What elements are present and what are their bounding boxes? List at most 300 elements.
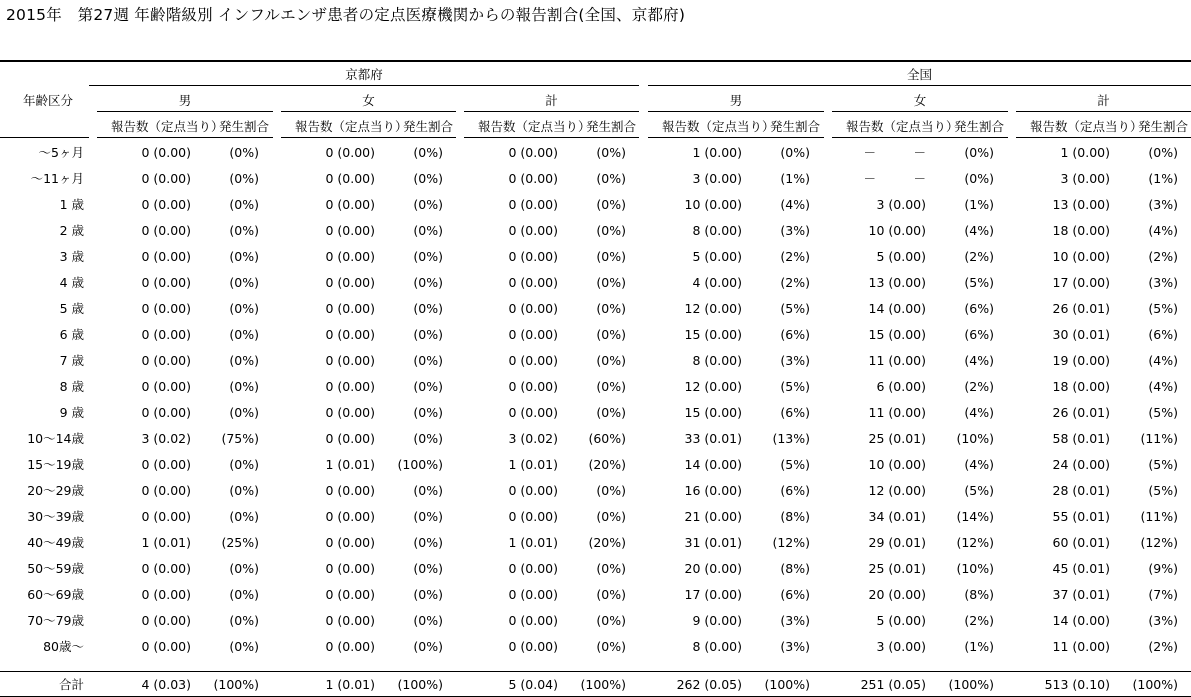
table-row-1-rate-5: (1%) (1148, 171, 1178, 186)
table-row-19-rate-1: (0%) (413, 639, 443, 654)
table-row-13-rate-5: (5%) (1148, 483, 1178, 498)
table-row-17-rate-3: (6%) (780, 587, 810, 602)
total-row-rate-5: (100%) (1132, 677, 1178, 692)
table-row-9-count-2: 0 (0.00) (508, 379, 558, 394)
table-row-3-age: 2 歳 (59, 223, 84, 238)
table-row-10-age: 9 歳 (59, 405, 84, 420)
table-row-0-rate-0: (0%) (229, 145, 259, 160)
table-row-13-rate-2: (0%) (596, 483, 626, 498)
table-row-13-count-5: 28 (0.01) (1052, 483, 1110, 498)
total-row-rate-2: (100%) (580, 677, 626, 692)
table-row-10-rate-0: (0%) (229, 405, 259, 420)
table-row-5-rate-2: (0%) (596, 275, 626, 290)
table-row-4-count-0: 0 (0.00) (141, 249, 191, 264)
subheader-rate-2: 発生割合 (585, 119, 636, 134)
table-row-7-rate-1: (0%) (413, 327, 443, 342)
table-row-17-rate-1: (0%) (413, 587, 443, 602)
table-row-6-rate-5: (5%) (1148, 301, 1178, 316)
table-row-16-count-3: 20 (0.00) (684, 561, 742, 576)
table-row-2-rate-4: (1%) (964, 197, 994, 212)
table-row-12-rate-5: (5%) (1148, 457, 1178, 472)
table-row-1-count-0: 0 (0.00) (141, 171, 191, 186)
table-row-13-rate-1: (0%) (413, 483, 443, 498)
table-row-19-rate-0: (0%) (229, 639, 259, 654)
table-row-3-count-5: 18 (0.00) (1052, 223, 1110, 238)
table-row-17-count-5: 37 (0.01) (1052, 587, 1110, 602)
table-row-12-age: 15～19歳 (27, 457, 84, 472)
table-row-11-rate-4: (10%) (956, 431, 994, 446)
table-row-9-count-3: 12 (0.00) (684, 379, 742, 394)
table-row-7-count-0: 0 (0.00) (141, 327, 191, 342)
table-row-4-rate-5: (2%) (1148, 249, 1178, 264)
table-row-16-count-2: 0 (0.00) (508, 561, 558, 576)
table-row-3-rate-0: (0%) (229, 223, 259, 238)
table-row-8-rate-0: (0%) (229, 353, 259, 368)
table-row-17-count-2: 0 (0.00) (508, 587, 558, 602)
table-row-16-rate-3: (8%) (780, 561, 810, 576)
table-row-10-count-2: 0 (0.00) (508, 405, 558, 420)
table-row-15-rate-0: (25%) (221, 535, 259, 550)
table-row-3-count-1: 0 (0.00) (325, 223, 375, 238)
table-row-6-age: 5 歳 (59, 301, 84, 316)
table-row-14-rate-4: (14%) (956, 509, 994, 524)
table-row-11-rate-0: (75%) (221, 431, 259, 446)
table-row-10-count-3: 15 (0.00) (684, 405, 742, 420)
region-rule-national (648, 85, 1191, 86)
table-row-7-count-2: 0 (0.00) (508, 327, 558, 342)
table-row-9-count-5: 18 (0.00) (1052, 379, 1110, 394)
table-row-14-rate-1: (0%) (413, 509, 443, 524)
table-row-4-rate-1: (0%) (413, 249, 443, 264)
table-row-18-rate-2: (0%) (596, 613, 626, 628)
table-row-18-rate-0: (0%) (229, 613, 259, 628)
subheader-rate-5: 発生割合 (1137, 119, 1188, 134)
table-row-5-rate-1: (0%) (413, 275, 443, 290)
sex-rule-4 (832, 111, 1008, 112)
header-bottom-rule-4 (832, 137, 1008, 138)
table-row-9-count-1: 0 (0.00) (325, 379, 375, 394)
table-row-3-rate-4: (4%) (964, 223, 994, 238)
table-row-15-count-4: 29 (0.01) (868, 535, 926, 550)
table-row-0-count-3: 1 (0.00) (692, 145, 742, 160)
table-row-4-age: 3 歳 (59, 249, 84, 264)
table-row-16-count-1: 0 (0.00) (325, 561, 375, 576)
table-row-7-count-3: 15 (0.00) (684, 327, 742, 342)
table-row-0-count-5: 1 (0.00) (1060, 145, 1110, 160)
subheader-rate-3: 発生割合 (769, 119, 820, 134)
region-header-national: 全国 (906, 67, 932, 82)
table-row-8-age: 7 歳 (59, 353, 84, 368)
table-row-6-rate-0: (0%) (229, 301, 259, 316)
table-row-18-count-4: 5 (0.00) (876, 613, 926, 628)
table-row-0-count-0: 0 (0.00) (141, 145, 191, 160)
table-row-15-count-0: 1 (0.01) (141, 535, 191, 550)
sex-header-4: 女 (913, 93, 927, 108)
table-row-0-rate-5: (0%) (1148, 145, 1178, 160)
table-row-0-count-4: － － (863, 145, 926, 160)
table-row-3-rate-3: (3%) (780, 223, 810, 238)
table-row-5-count-3: 4 (0.00) (692, 275, 742, 290)
table-row-7-count-1: 0 (0.00) (325, 327, 375, 342)
table-row-1-count-5: 3 (0.00) (1060, 171, 1110, 186)
table-row-1-rate-2: (0%) (596, 171, 626, 186)
table-row-11-count-4: 25 (0.01) (868, 431, 926, 446)
table-row-7-rate-4: (6%) (964, 327, 994, 342)
header-bottom-rule-5 (1016, 137, 1191, 138)
table-row-3-count-2: 0 (0.00) (508, 223, 558, 238)
table-row-5-rate-0: (0%) (229, 275, 259, 290)
table-row-16-rate-5: (9%) (1148, 561, 1178, 576)
table-row-1-rate-4: (0%) (964, 171, 994, 186)
total-row-age: 合計 (58, 677, 84, 692)
total-row-rate-0: (100%) (213, 677, 259, 692)
table-row-5-count-4: 13 (0.00) (868, 275, 926, 290)
table-row-10-rate-4: (4%) (964, 405, 994, 420)
sex-rule-2 (464, 111, 639, 112)
sex-header-2: 計 (545, 93, 558, 108)
table-row-12-count-4: 10 (0.00) (868, 457, 926, 472)
table-row-18-rate-5: (3%) (1148, 613, 1178, 628)
table-row-15-count-1: 0 (0.00) (325, 535, 375, 550)
table-row-15-rate-2: (20%) (588, 535, 626, 550)
table-row-1-count-3: 3 (0.00) (692, 171, 742, 186)
table-row-15-rate-3: (12%) (772, 535, 810, 550)
table-row-11-count-1: 0 (0.00) (325, 431, 375, 446)
table-row-6-rate-3: (5%) (780, 301, 810, 316)
table-row-12-rate-0: (0%) (229, 457, 259, 472)
table-row-4-count-3: 5 (0.00) (692, 249, 742, 264)
table-row-0-rate-1: (0%) (413, 145, 443, 160)
table-row-1-count-4: － － (863, 171, 926, 186)
table-row-16-rate-2: (0%) (596, 561, 626, 576)
table-row-19-count-0: 0 (0.00) (141, 639, 191, 654)
table-row-11-rate-5: (11%) (1140, 431, 1178, 446)
table-row-7-rate-3: (6%) (780, 327, 810, 342)
table-row-11-count-5: 58 (0.01) (1052, 431, 1110, 446)
table-row-1-rate-0: (0%) (229, 171, 259, 186)
table-row-11-count-0: 3 (0.02) (141, 431, 191, 446)
sex-rule-5 (1016, 111, 1191, 112)
region-rule-kyoto (89, 85, 639, 86)
table-row-19-count-5: 11 (0.00) (1052, 639, 1110, 654)
table-row-18-count-3: 9 (0.00) (692, 613, 742, 628)
subheader-rate-0: 発生割合 (218, 119, 269, 134)
table-row-0-rate-4: (0%) (964, 145, 994, 160)
table-row-3-count-0: 0 (0.00) (141, 223, 191, 238)
table-row-6-count-4: 14 (0.00) (868, 301, 926, 316)
table-row-19-rate-5: (2%) (1148, 639, 1178, 654)
header-bottom-rule-3 (648, 137, 824, 138)
table-row-13-count-2: 0 (0.00) (508, 483, 558, 498)
sex-header-0: 男 (178, 93, 192, 108)
table-row-8-count-4: 11 (0.00) (868, 353, 926, 368)
subheader-count-4: 報告数（定点当り） (846, 119, 959, 134)
table-row-7-count-5: 30 (0.01) (1052, 327, 1110, 342)
subheader-count-0: 報告数（定点当り） (111, 119, 224, 134)
top-rule (0, 60, 1191, 62)
total-row-count-4: 251 (0.05) (860, 677, 926, 692)
table-row-16-rate-0: (0%) (229, 561, 259, 576)
table-row-13-age: 20～29歳 (27, 483, 84, 498)
table-row-19-rate-2: (0%) (596, 639, 626, 654)
table-row-19-count-3: 8 (0.00) (692, 639, 742, 654)
table-row-14-rate-2: (0%) (596, 509, 626, 524)
table-row-6-rate-2: (0%) (596, 301, 626, 316)
table-row-9-count-4: 6 (0.00) (876, 379, 926, 394)
total-row-rate-1: (100%) (397, 677, 443, 692)
sex-rule-1 (281, 111, 456, 112)
table-row-10-rate-1: (0%) (413, 405, 443, 420)
table-row-1-count-2: 0 (0.00) (508, 171, 558, 186)
table-row-7-rate-0: (0%) (229, 327, 259, 342)
table-row-8-count-3: 8 (0.00) (692, 353, 742, 368)
table-row-19-count-2: 0 (0.00) (508, 639, 558, 654)
table-row-11-age: 10～14歳 (27, 431, 84, 446)
table-row-19-rate-4: (1%) (964, 639, 994, 654)
table-row-16-count-0: 0 (0.00) (141, 561, 191, 576)
table-row-11-count-2: 3 (0.02) (508, 431, 558, 446)
table-row-3-rate-5: (4%) (1148, 223, 1178, 238)
table-row-2-rate-3: (4%) (780, 197, 810, 212)
table-row-8-count-2: 0 (0.00) (508, 353, 558, 368)
table-row-15-count-3: 31 (0.01) (684, 535, 742, 550)
table-row-14-count-5: 55 (0.01) (1052, 509, 1110, 524)
table-row-14-count-0: 0 (0.00) (141, 509, 191, 524)
table-row-3-count-4: 10 (0.00) (868, 223, 926, 238)
table-row-2-rate-1: (0%) (413, 197, 443, 212)
subheader-count-2: 報告数（定点当り） (478, 119, 591, 134)
table-row-5-count-5: 17 (0.00) (1052, 275, 1110, 290)
table-row-7-rate-5: (6%) (1148, 327, 1178, 342)
table-row-2-count-5: 13 (0.00) (1052, 197, 1110, 212)
table-row-19-age: 80歳～ (43, 639, 84, 654)
table-row-16-age: 50～59歳 (27, 561, 84, 576)
table-row-13-count-0: 0 (0.00) (141, 483, 191, 498)
table-row-8-rate-3: (3%) (780, 353, 810, 368)
table-row-1-rate-1: (0%) (413, 171, 443, 186)
table-row-8-count-1: 0 (0.00) (325, 353, 375, 368)
table-row-2-count-1: 0 (0.00) (325, 197, 375, 212)
table-row-1-age: ～11ヶ月 (30, 171, 84, 186)
table-row-2-age: 1 歳 (59, 197, 84, 212)
subheader-count-1: 報告数（定点当り） (295, 119, 408, 134)
table-row-12-count-0: 0 (0.00) (141, 457, 191, 472)
table-row-19-count-4: 3 (0.00) (876, 639, 926, 654)
sex-rule-0 (97, 111, 273, 112)
table-row-5-rate-3: (2%) (780, 275, 810, 290)
table-row-10-count-5: 26 (0.01) (1052, 405, 1110, 420)
table-row-12-count-5: 24 (0.00) (1052, 457, 1110, 472)
table-row-12-count-2: 1 (0.01) (508, 457, 558, 472)
table-row-18-count-5: 14 (0.00) (1052, 613, 1110, 628)
table-row-10-count-1: 0 (0.00) (325, 405, 375, 420)
table-row-12-count-3: 14 (0.00) (684, 457, 742, 472)
table-row-4-rate-2: (0%) (596, 249, 626, 264)
table-row-9-age: 8 歳 (59, 379, 84, 394)
table-row-16-count-4: 25 (0.01) (868, 561, 926, 576)
table-row-19-count-1: 0 (0.00) (325, 639, 375, 654)
table-row-14-count-1: 0 (0.00) (325, 509, 375, 524)
total-row-rate-4: (100%) (948, 677, 994, 692)
table-row-6-rate-1: (0%) (413, 301, 443, 316)
table-row-2-rate-5: (3%) (1148, 197, 1178, 212)
table-row-8-rate-5: (4%) (1148, 353, 1178, 368)
age-class-header: 年齢区分 (22, 93, 73, 108)
table-row-15-age: 40～49歳 (27, 535, 84, 550)
sex-rule-3 (648, 111, 824, 112)
table-row-18-rate-3: (3%) (780, 613, 810, 628)
table-row-5-rate-4: (5%) (964, 275, 994, 290)
table-row-16-rate-1: (0%) (413, 561, 443, 576)
table-row-0-rate-2: (0%) (596, 145, 626, 160)
table-row-13-rate-0: (0%) (229, 483, 259, 498)
subheader-rate-1: 発生割合 (402, 119, 453, 134)
table-row-0-age: ～5ヶ月 (38, 145, 84, 160)
region-header-kyoto: 京都府 (345, 67, 383, 82)
table-row-4-count-4: 5 (0.00) (876, 249, 926, 264)
total-row-count-1: 1 (0.01) (325, 677, 375, 692)
table-row-6-count-5: 26 (0.01) (1052, 301, 1110, 316)
total-row-count-3: 262 (0.05) (676, 677, 742, 692)
table-row-8-rate-1: (0%) (413, 353, 443, 368)
table-row-10-count-0: 0 (0.00) (141, 405, 191, 420)
table-row-17-rate-4: (8%) (964, 587, 994, 602)
table-row-12-rate-2: (20%) (588, 457, 626, 472)
table-row-3-rate-1: (0%) (413, 223, 443, 238)
table-row-17-rate-2: (0%) (596, 587, 626, 602)
subheader-count-3: 報告数（定点当り） (662, 119, 775, 134)
table-row-9-rate-2: (0%) (596, 379, 626, 394)
table-row-6-count-2: 0 (0.00) (508, 301, 558, 316)
table-row-5-count-1: 0 (0.00) (325, 275, 375, 290)
table-row-16-rate-4: (10%) (956, 561, 994, 576)
table-row-18-rate-1: (0%) (413, 613, 443, 628)
table-row-1-count-1: 0 (0.00) (325, 171, 375, 186)
table-row-17-age: 60～69歳 (27, 587, 84, 602)
table-row-2-count-3: 10 (0.00) (684, 197, 742, 212)
table-row-14-count-3: 21 (0.00) (684, 509, 742, 524)
table-row-2-rate-0: (0%) (229, 197, 259, 212)
sex-header-3: 男 (729, 93, 743, 108)
page-title: 2015年 第27週 年齢階級別 インフルエンザ患者の定点医療機関からの報告割合(全国、京都府) (6, 6, 686, 24)
table-row-17-count-1: 0 (0.00) (325, 587, 375, 602)
table-row-4-rate-3: (2%) (780, 249, 810, 264)
table-row-6-rate-4: (6%) (964, 301, 994, 316)
total-row-count-0: 4 (0.03) (141, 677, 191, 692)
table-row-0-rate-3: (0%) (780, 145, 810, 160)
table-row-11-rate-2: (60%) (588, 431, 626, 446)
total-row-count-5: 513 (0.10) (1044, 677, 1110, 692)
table-row-17-count-0: 0 (0.00) (141, 587, 191, 602)
table-row-4-rate-0: (0%) (229, 249, 259, 264)
table-row-5-count-0: 0 (0.00) (141, 275, 191, 290)
table-row-6-count-0: 0 (0.00) (141, 301, 191, 316)
table-row-4-count-2: 0 (0.00) (508, 249, 558, 264)
table-row-14-count-2: 0 (0.00) (508, 509, 558, 524)
header-bottom-rule-2 (464, 137, 639, 138)
table-row-15-rate-5: (12%) (1140, 535, 1178, 550)
table-row-13-rate-3: (6%) (780, 483, 810, 498)
table-row-10-rate-3: (6%) (780, 405, 810, 420)
table-row-17-count-3: 17 (0.00) (684, 587, 742, 602)
table-row-15-count-5: 60 (0.01) (1052, 535, 1110, 550)
table-row-5-count-2: 0 (0.00) (508, 275, 558, 290)
table-row-12-rate-4: (4%) (964, 457, 994, 472)
table-row-0-count-2: 0 (0.00) (508, 145, 558, 160)
table-row-0-count-1: 0 (0.00) (325, 145, 375, 160)
table-row-11-count-3: 33 (0.01) (684, 431, 742, 446)
table-row-14-rate-0: (0%) (229, 509, 259, 524)
table-row-4-rate-4: (2%) (964, 249, 994, 264)
table-row-7-age: 6 歳 (59, 327, 84, 342)
table-row-9-rate-4: (2%) (964, 379, 994, 394)
table-row-12-rate-1: (100%) (397, 457, 443, 472)
table-row-6-count-3: 12 (0.00) (684, 301, 742, 316)
table-row-9-count-0: 0 (0.00) (141, 379, 191, 394)
table-row-15-count-2: 1 (0.01) (508, 535, 558, 550)
table-row-9-rate-3: (5%) (780, 379, 810, 394)
table-row-5-age: 4 歳 (59, 275, 84, 290)
sex-header-5: 計 (1097, 93, 1110, 108)
table-row-11-rate-3: (13%) (772, 431, 810, 446)
subheader-count-5: 報告数（定点当り） (1030, 119, 1143, 134)
table-row-3-count-3: 8 (0.00) (692, 223, 742, 238)
table-row-7-rate-2: (0%) (596, 327, 626, 342)
table-row-10-rate-2: (0%) (596, 405, 626, 420)
table-row-1-rate-3: (1%) (780, 171, 810, 186)
table-row-14-count-4: 34 (0.01) (868, 509, 926, 524)
table-row-19-rate-3: (3%) (780, 639, 810, 654)
table-row-12-rate-3: (5%) (780, 457, 810, 472)
subheader-rate-4: 発生割合 (953, 119, 1004, 134)
table-row-11-rate-1: (0%) (413, 431, 443, 446)
table-row-4-count-1: 0 (0.00) (325, 249, 375, 264)
header-bottom-rule-age (0, 137, 89, 138)
header-bottom-rule-1 (281, 137, 456, 138)
table-row-18-count-2: 0 (0.00) (508, 613, 558, 628)
table-row-14-rate-5: (11%) (1140, 509, 1178, 524)
table-row-18-count-1: 0 (0.00) (325, 613, 375, 628)
table-row-8-count-5: 19 (0.00) (1052, 353, 1110, 368)
table-row-8-rate-4: (4%) (964, 353, 994, 368)
table-row-9-rate-5: (4%) (1148, 379, 1178, 394)
table-row-12-count-1: 1 (0.01) (325, 457, 375, 472)
table-row-2-count-2: 0 (0.00) (508, 197, 558, 212)
table-row-18-age: 70～79歳 (27, 613, 84, 628)
total-rule (0, 671, 1191, 672)
table-row-18-rate-4: (2%) (964, 613, 994, 628)
total-row-rate-3: (100%) (764, 677, 810, 692)
header-bottom-rule-0 (97, 137, 273, 138)
table-row-15-rate-4: (12%) (956, 535, 994, 550)
table-row-2-count-0: 0 (0.00) (141, 197, 191, 212)
sex-header-1: 女 (362, 93, 375, 108)
table-row-2-count-4: 3 (0.00) (876, 197, 926, 212)
table-row-13-count-3: 16 (0.00) (684, 483, 742, 498)
table-row-13-rate-4: (5%) (964, 483, 994, 498)
table-row-16-count-5: 45 (0.01) (1052, 561, 1110, 576)
table-row-5-rate-5: (3%) (1148, 275, 1178, 290)
table-row-17-count-4: 20 (0.00) (868, 587, 926, 602)
table-row-7-count-4: 15 (0.00) (868, 327, 926, 342)
table-row-4-count-5: 10 (0.00) (1052, 249, 1110, 264)
table-row-3-rate-2: (0%) (596, 223, 626, 238)
table-row-13-count-4: 12 (0.00) (868, 483, 926, 498)
table-row-14-rate-3: (8%) (780, 509, 810, 524)
table-row-14-age: 30～39歳 (27, 509, 84, 524)
table-row-17-rate-0: (0%) (229, 587, 259, 602)
table-row-8-rate-2: (0%) (596, 353, 626, 368)
